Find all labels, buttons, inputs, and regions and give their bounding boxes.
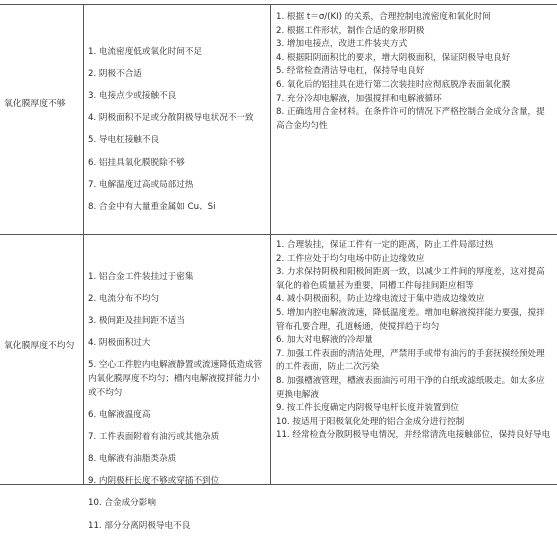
remedy-item: 2. 工件应处于均匀电场中防止边缘效应 [276,253,425,264]
cause-item: 3. 极间距及挂间距不适当 [88,315,185,326]
cause-list [88,37,266,223]
column-divider-1 [83,4,84,485]
column-divider-2 [270,4,271,485]
cause-item: 4. 阴极面积不足或分散阴极导电状况不一致 [88,113,254,124]
remedy-item: 8. 正确选用合金材料。在条件许可的情况下严格控制合金成分含量，提高合金均匀性 [276,107,545,131]
remedy-item: 7. 加强工件表面的清洁处理，严禁用手或带有油污的手套抚摸经预处理的工件表面，防止二次污染 [276,348,545,373]
cause-item: 4. 阴极面积过大 [88,338,151,349]
cause-item: 9. 内阴极杆长度不够或穿插不到位 [88,476,220,487]
cause-item: 10. 合金成分影响 [88,498,156,509]
remedy-item: 4. 根据阳阴面积比的要求，增大阴极面积，保证阴极导电良好 [276,52,511,63]
remedy-item: 8. 加强槽液管理，槽液表面油污可用干净的白纸或滤纸吸走。如太多应更换电解液 [276,375,545,400]
remedy-list [276,11,552,133]
cause-item: 1. 电流密度低或氧化时间不足 [88,46,203,57]
remedy-item: 2. 根据工件形状，制作合适的象形阴极 [276,25,425,36]
cause-list [88,262,266,542]
cause-item: 11. 部分分离阴极导电不良 [88,520,191,531]
remedy-item: 4. 减小阴极面积，防止边缘电流过于集中造成边缘效应 [276,294,485,305]
remedy-item: 1. 根据 t＝σ/(KI) 的关系，合理控制电流密度和氧化时间 [276,12,491,22]
cause-item: 6. 铝挂具氧化膜脱除不够 [88,157,185,168]
cause-item: 5. 导电杠接触不良 [88,135,160,146]
cause-item: 3. 电接点少或接触不良 [88,90,177,101]
remedy-item: 11. 经常检查分散阴极导电情况，并经常清洗电接触部位，保持良好导电 [276,430,551,441]
remedy-list [276,239,552,443]
cause-item: 6. 电解液温度高 [88,409,151,420]
remedy-item: 3. 力求保持阴极和阳极间距离一致，以减少工件间的厚度差，这对提高氧化的着色质量甚为重要，同槽工件每挂间距应相等 [276,267,545,291]
remedy-item: 6. 氧化后的铝挂具在进行第二次装挂时应彻底脱净表面氧化膜 [276,79,511,90]
cause-item: 8. 电解液有油脂类杂质 [88,454,177,465]
remedy-item: 5. 经常检查清洁导电杠，保持导电良好 [276,66,425,77]
remedy-item: 7. 充分冷却电解液，加强搅拌和电解液循环 [276,93,442,104]
cause-item: 8. 合金中有大量重金属如 Cu、Si [88,201,216,212]
cause-item: 7. 电解温度过高或局部过热 [88,179,194,190]
remedy-item: 3. 增加电接点，改进工件装夹方式 [276,39,408,50]
remedy-item: 9. 按工件长度确定内阴极导电杆长度并装置到位 [276,403,459,414]
cause-item: 5. 空心工件腔内电解液静置或流速降低造成管内氧化膜厚度不均匀；槽内电解液搅拌能力小或不均匀 [88,360,263,398]
cause-item: 2. 阴极不合适 [88,68,142,79]
remedy-item: 6. 加大对电解液的冷却量 [276,335,373,346]
remedy-item: 1. 合理装挂，保证工件有一定的距离，防止工件局部过热 [276,240,494,250]
cause-item: 2. 电流分布不均匀 [88,293,160,304]
issue-label: 氧化膜厚度不均匀 [4,341,75,351]
remedy-item: 10. 按适用于阳极氧化处理的铝合金成分进行控制 [276,416,465,427]
cause-item: 1. 铝合金工件装挂过于密集 [88,271,194,282]
cause-item: 7. 工件表面附着有油污或其他杂质 [88,431,220,442]
remedy-item: 5. 增加内腔电解液流速，降低温度差。增加电解液搅拌能力要强，搅拌管布孔要合理，孔道畅通，使搅拌趋于均匀 [276,307,545,332]
issue-label: 氧化膜厚度不够 [4,99,66,109]
